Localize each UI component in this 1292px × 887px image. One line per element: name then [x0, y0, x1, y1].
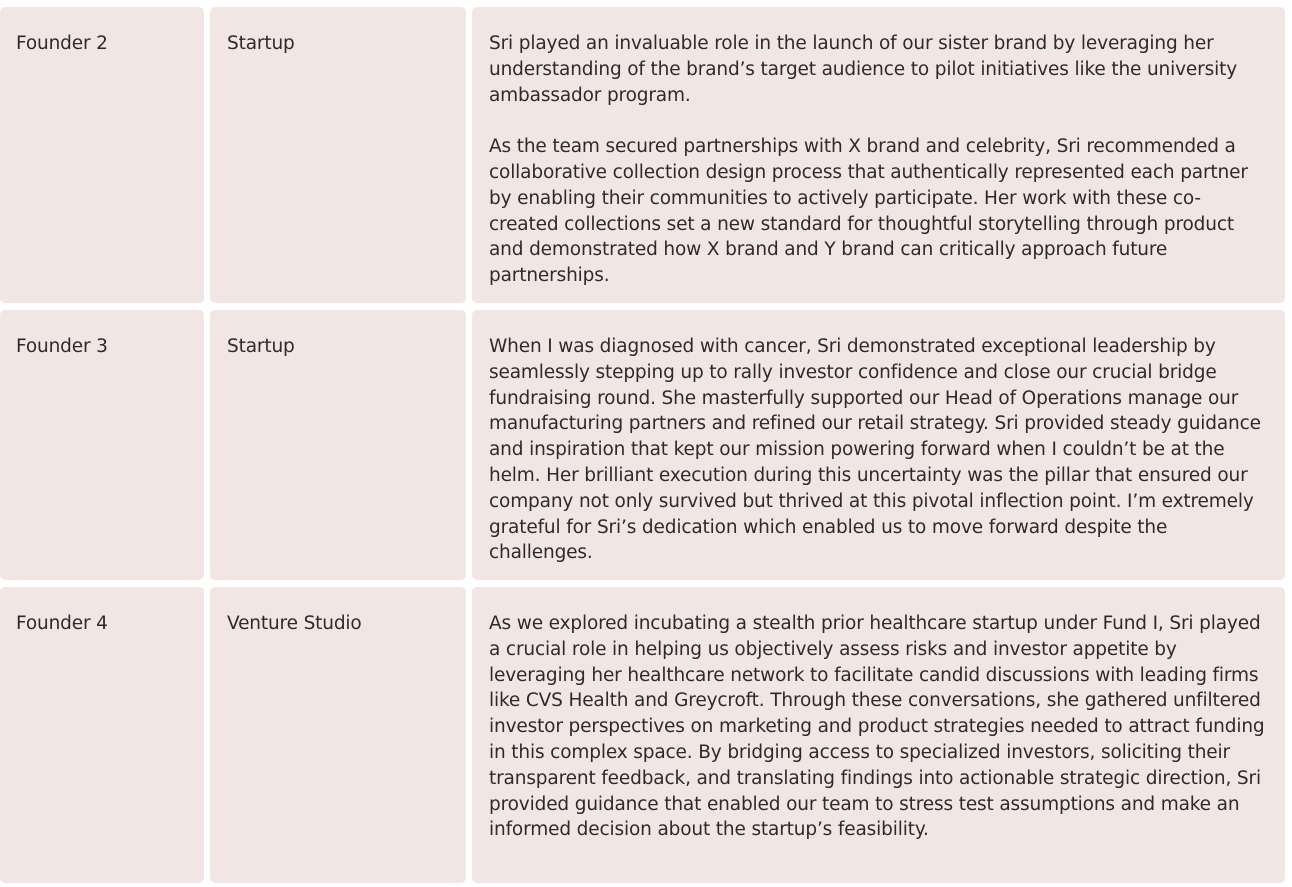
company-type: Startup: [227, 33, 295, 54]
founder-name: Founder 4: [16, 613, 108, 634]
company-type: Startup: [227, 336, 295, 357]
testimonial-paragraph: When I was diagnosed with cancer, Sri demonstrated exceptional leadership by seamlessly stepping up to rally investor confidence and close our crucial bridge fundraising round. She masterfully supported our Head of Operations manage our manufacturing partners and refined our retail strategy. Sri provided steady guidance and inspiration that kept our mission powering forward when I couldn’t be at the helm. Her brilliant execution during this uncertainty was the pillar that ensured our company not only survived but thrived at this pivotal inflection point. I’m extremely grateful for Sri’s dedication which enabled us to move forward despite the challenges.: [489, 336, 1261, 564]
testimonial-cell: [472, 587, 1285, 883]
founder-name-cell: [0, 7, 204, 303]
testimonial-cell: [472, 7, 1285, 303]
testimonial-text: [472, 310, 1285, 566]
founder-name-cell: [0, 310, 204, 580]
table-row: [0, 310, 1292, 580]
company-type: Venture Studio: [227, 613, 362, 634]
testimonial-paragraph: As we explored incubating a stealth prior healthcare startup under Fund I, Sri played a crucial role in helping us objectively assess risks and investor appetite by leveraging her healthcare network to facilitate candid discussions with leading firms like CVS Health and Greycroft. Through these conversations, she gathered unfiltered investor perspectives on marketing and product strategies needed to attract funding in this complex space. By bridging access to specialized investors, soliciting their transparent feedback, and translating findings into actionable strategic direction, Sri provided guidance that enabled our team to stress test assumptions and make an informed decision about the startup’s feasibility.: [489, 613, 1265, 841]
testimonial-cell: [472, 310, 1285, 580]
testimonial-text: [472, 7, 1285, 289]
testimonial-text: [472, 587, 1285, 843]
founder-name: Founder 3: [16, 336, 108, 357]
table-row: [0, 587, 1292, 883]
testimonial-paragraph: As the team secured partnerships with X brand and celebrity, Sri recommended a collaborative collection design process that authentically represented each partner by enabling their communities to actively participate. Her work with these co-created collections set a new standard for thoughtful storytelling through product and demonstrated how X brand and Y brand can critically approach future partnerships.: [489, 136, 1248, 287]
company-type-cell: [210, 310, 466, 580]
testimonial-paragraph: Sri played an invaluable role in the launch of our sister brand by leveraging her understanding of the brand’s target audience to pilot initiatives like the university ambassador program.: [489, 33, 1237, 106]
founder-name: Founder 2: [16, 33, 108, 54]
founder-name-cell: [0, 587, 204, 883]
table-row: [0, 7, 1292, 303]
company-type-cell: [210, 587, 466, 883]
company-type-cell: [210, 7, 466, 303]
